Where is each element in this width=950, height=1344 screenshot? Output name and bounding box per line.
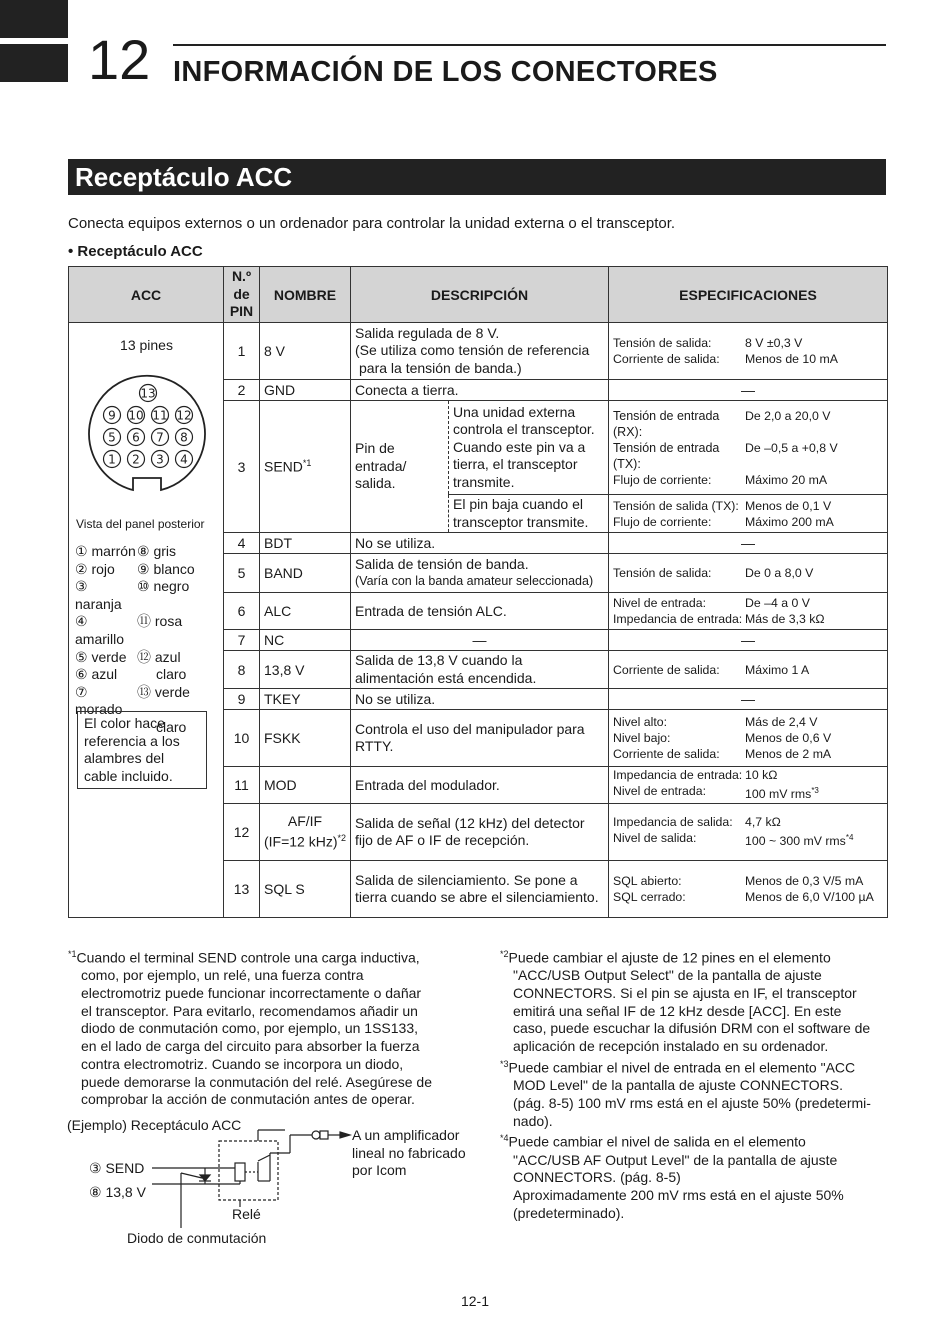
table-row: 7 NC — —: [69, 630, 888, 651]
subheading: • Receptáculo ACC: [68, 243, 203, 260]
svg-text:2: 2: [132, 452, 140, 467]
diagram-send-label: ③ SEND: [89, 1160, 145, 1176]
table-row: 10 FSKK Controla el uso del manipulador para RTTY. Nivel alto: Más de 2,4 V Nivel bajo: Menos de 0,6 V Corriente de salida: Menos de 2 mA: [69, 710, 888, 767]
chapter-title: INFORMACIÓN DE LOS CONECTORES: [173, 56, 718, 88]
acc-pin-table: [68, 266, 888, 918]
header-acc: ACC: [69, 267, 224, 323]
svg-text:4: 4: [180, 452, 188, 467]
table-row: 5 BAND Salida de tensión de banda. (Varía con la banda amateur seleccionada) Tensión de salida: De 0 a 8,0 V: [69, 554, 888, 593]
footnote-2: $^{*2}$Puede cambiar el ajuste de 12 pines en el elemento "ACC/USB Output Select" de la pantalla de ajuste CONNECTORS. Si el pin se ajusta en IF, el transceptor emitirá una señal IF de 12 kHz desde [ACC]. En este caso, puede escuchar la difusión DRM con el software de aplicación de recepción instalado en su ordenador.: [500, 949, 871, 1055]
svg-text:11: 11: [152, 408, 168, 423]
table-row: 2 GND Conecta a tierra. —: [69, 380, 888, 401]
svg-text:3: 3: [156, 452, 164, 467]
svg-text:1: 1: [108, 452, 116, 467]
diagram-title: (Ejemplo) Receptáculo ACC: [67, 1117, 242, 1133]
diagram-138v-label: ⑧ 13,8 V: [89, 1184, 146, 1200]
table-row: El pin baja cuando el transceptor transmite. Tensión de salida (TX): Menos de 0,1 V Flujo de corriente: Máximo 200 mA: [69, 495, 888, 533]
table-row: 6 ALC Entrada de tensión ALC. Nivel de entrada: De –4 a 0 V Impedancia de entrada: Más de 3,3 kΩ: [69, 593, 888, 630]
diagram-relay-label: Relé: [232, 1206, 261, 1222]
chapter-tab: [0, 0, 68, 82]
chapter-rule: [173, 44, 886, 46]
pin-label-13: 13: [140, 386, 156, 401]
wire-color-legend: ① marrón ⑧ gris ② rojo ⑨ blanco ③ naranja ⑩ negro ④ amarillo ⑪ rosa ⑤ verde ⑫ azul ⑥ azul claro ⑦ morado ⑬ verde claro: [75, 543, 195, 735]
svg-text:10: 10: [128, 408, 144, 423]
acc-panel-cell: [69, 323, 224, 918]
footnotes-2-4: [500, 946, 890, 1223]
pins-label: 13 pines: [120, 337, 173, 353]
table-header-row: [69, 267, 888, 323]
svg-text:6: 6: [132, 430, 140, 445]
svg-text:9: 9: [108, 408, 116, 423]
connector-diagram: [87, 363, 207, 503]
wire-color-note: El color hace referencia a los alambres del cable incluido.: [77, 711, 207, 789]
table-row: 4 BDT No se utiliza. —: [69, 533, 888, 554]
table-row: 12 AF/IF (IF=12 kHz)$^{*2}$ Salida de señal (12 kHz) del detector fijo de AF o IF de recepción. Impedancia de salida: 4,7 kΩ Nivel de salida: 100 ~ 300 mV rms$^{*4}$: [69, 804, 888, 861]
table-row: 13 pines 13 9 10 11 12 5 6 7 8 1 2 3 4 Vista del panel posterior ① marrón ⑧ gris ② rojo ⑨ blanco ③ naranja ⑩ negro ④ amarillo ⑪ rosa ⑤ verde ⑫ azul ⑥ azul claro ⑦ morado ⑬ verde claro El color hace referencia a los alambres del cable incluido. 1 8 V Salida regulada de 8 V. (Se utiliza como tensión de referencia para la tensión de banda.) Tensión de salida: 8 V ±0,3 V Corriente de salida: Menos de 10 mA: [69, 323, 888, 380]
header-pin: N.º de PIN: [224, 267, 260, 323]
table-row: 3 SEND$^{*1}$ Pin de entrada/ salida. Una unidad externa controla el transceptor. Cuando este pin va a tierra, el transceptor transmite. Tensión de entrada (RX): De 2,0 a 20,0 V Tensión de entrada (TX): De –0,5 a +0,8 V Flujo de corriente: Máximo 20 mA: [69, 401, 888, 495]
table-row: 11 MOD Entrada del modulador. Impedancia de entrada: 10 kΩ Nivel de entrada: 100 mV rms$^{*3}$: [69, 767, 888, 804]
header-name: NOMBRE: [260, 267, 351, 323]
intro-text: Conecta equipos externos o un ordenador para controlar la unidad externa o el transceptor.: [68, 215, 676, 232]
page-number: 12-1: [460, 1293, 490, 1309]
svg-text:12: 12: [176, 408, 192, 423]
table-row: 9 TKEY No se utiliza. —: [69, 689, 888, 710]
diagram-amplifier-label: A un amplificador lineal no fabricado por Icom: [352, 1127, 466, 1179]
header-description: DESCRIPCIÓN: [351, 267, 609, 323]
chapter-number: 12: [88, 28, 151, 91]
footnote-3: $^{*3}$Puede cambiar el nivel de entrada en el elemento "ACC MOD Level" de la pantalla de ajuste CONNECTORS. (pág. 8-5) 100 mV rms está en el ajuste 50% (predetermi- nado).: [500, 1058, 871, 1129]
footnote-1: $^{*1}$Cuando el terminal SEND controle una carga inductiva, como, por ejemplo, un relé, una fuerza contra electromotriz puede funcionar incorrectamente o dañar el transceptor. Para evitarlo, recomendamos añadir un diodo de conmutación como, por ejemplo, un 1SS133, en el lado de carga del circuito para absorber la fuerza contra electromotriz. Cuando se incorpora un diodo, puede demorarse la conmutación del relé. Asegúrese de comprobar la acción de conmutación antes de operar.: [68, 949, 432, 1108]
svg-text:8: 8: [180, 430, 188, 445]
header-specs: ESPECIFICACIONES: [609, 267, 888, 323]
table-row: 13 SQL S Salida de silenciamiento. Se pone a tierra cuando se abre el silenciamiento. SQL abierto: Menos de 0,3 V/5 mA SQL cerrado: Menos de 6,0 V/100 µA: [69, 861, 888, 918]
rear-panel-caption: Vista del panel posterior: [76, 517, 205, 531]
section-title: Receptáculo ACC: [68, 159, 886, 195]
svg-text:7: 7: [156, 430, 164, 445]
diagram-diode-label: Diodo de conmutación: [127, 1230, 267, 1246]
relay-circuit-diagram: [140, 1125, 360, 1235]
footnote-4: $^{*4}$Puede cambiar el nivel de salida en el elemento "ACC/USB AF Output Level" de la pantalla de ajuste CONNECTORS. (pág. 8-5) Aproximadamente 200 mV rms está en el ajuste 50% (predeterminado).: [500, 1133, 844, 1221]
svg-text:5: 5: [108, 430, 116, 445]
table-row: 8 13,8 V Salida de 13,8 V cuando la alimentación está encendida. Corriente de salida: Máximo 1 A: [69, 651, 888, 689]
